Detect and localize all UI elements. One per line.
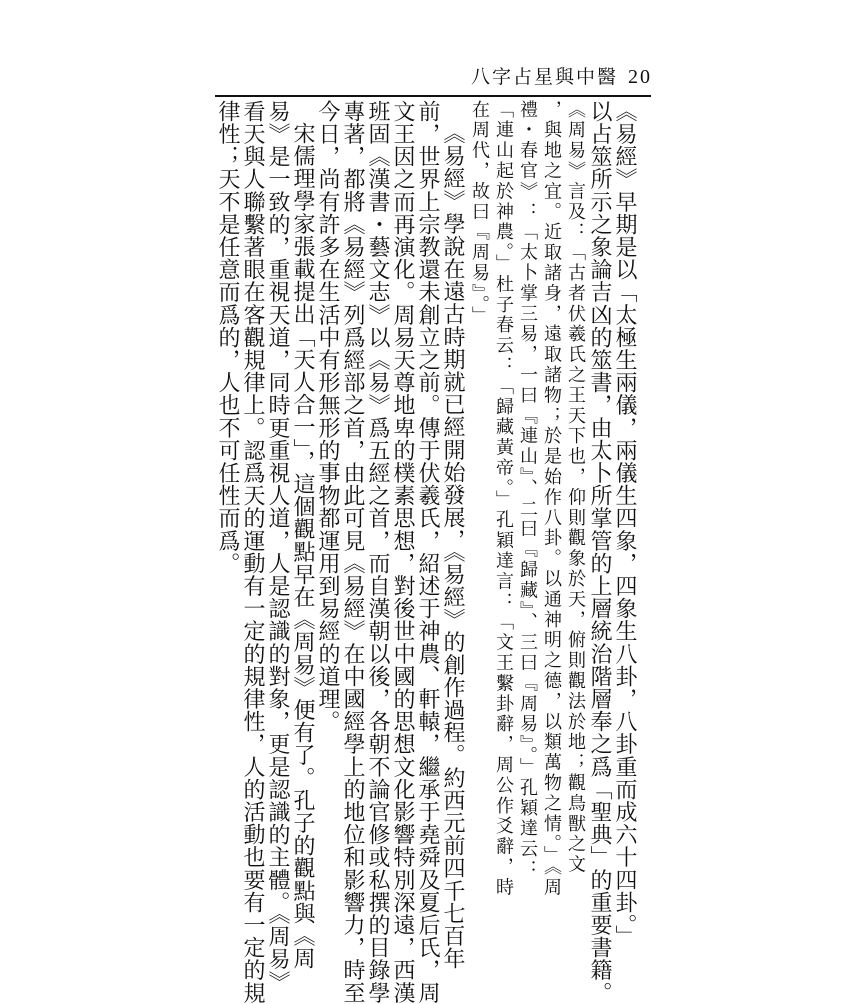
body-text (215, 100, 637, 1004)
text-column: 看天與人聯繫著眼在客觀規律上。認爲天的運動有一定的規律性，人的活動也要有一定的規 (240, 100, 265, 1004)
text-column: 文王因之而再演化。周易天尊地卑的樸素思想，對後世中國的思想文化影響特別深遠，西漢 (390, 100, 415, 1004)
quote-column: 禮・春官》：「太卜掌三易，一曰『連山』、二曰『歸藏』、三曰『周易』。」孔穎達云： (517, 100, 538, 880)
text-column: 以占筮所示之象論吉凶的筮書，由太卜所掌管的上層統治階層奉之爲「聖典」的重要書籍。 (587, 100, 612, 1004)
header-rule (215, 95, 651, 97)
text-column: 《易經》早期是以「太極生兩儀，兩儀生四象，四象生八卦，八卦重而成六十四卦。」 (612, 100, 637, 948)
book-title: 八字占星與中醫 (470, 66, 618, 88)
running-header (471, 62, 652, 89)
text-column: 今日，尚有許多在生活中有形無形的事物都運用到易經的道理。 (315, 100, 340, 733)
text-column: 前，世界上宗教還未創立之前。傳于伏羲氏，紹述于神農、軒轅，繼承于堯舜及夏后氏，周 (415, 100, 440, 1004)
quote-column: ，與地之宜。近取諸身，遠取諸物；於是始作八卦。以通神明之德，以類萬物之情。」《周 (541, 100, 562, 898)
text-column: 律性；天不是任意而爲的，人也不可任性而爲。 (215, 100, 240, 575)
text-column: 專著，都將《易經》列爲經部之首，由此可見《易經》在中國經學上的地位和影響力，時至 (340, 100, 365, 1004)
quote-column: 《周易》言及：「古者伏羲氏之王天下也，仰則觀象於天，俯則觀法於地；觀鳥獸之文 (565, 100, 586, 876)
text-column: 班固《漢書・藝文志》以《易》爲五經之首，而自漢朝以後，各朝不論官修或私撰的目錄學 (365, 100, 390, 1004)
text-column: 《易經》學說在遠古時期就已經開始發展，《易經》的創作過程。約西元前四千七百年 (440, 122, 465, 970)
text-column: 易》是一致的，重視天道，同時更重視人道，人是認識的對象，更是認識的主體。《周易》 (265, 100, 290, 993)
quote-column: 在周代，故曰『周易』。」 (469, 100, 490, 327)
text-column: 宋儒理學家張載提出「天人合一」，這個觀點早在《周易》便有了。孔子的觀點與《周 (290, 122, 315, 970)
quote-column: 「連山起於神農。」杜子春云：「歸藏黃帝。」孔穎達言：「文王繫卦辭，周公作爻辭，時 (493, 100, 514, 898)
page-number: 20 (628, 66, 652, 88)
